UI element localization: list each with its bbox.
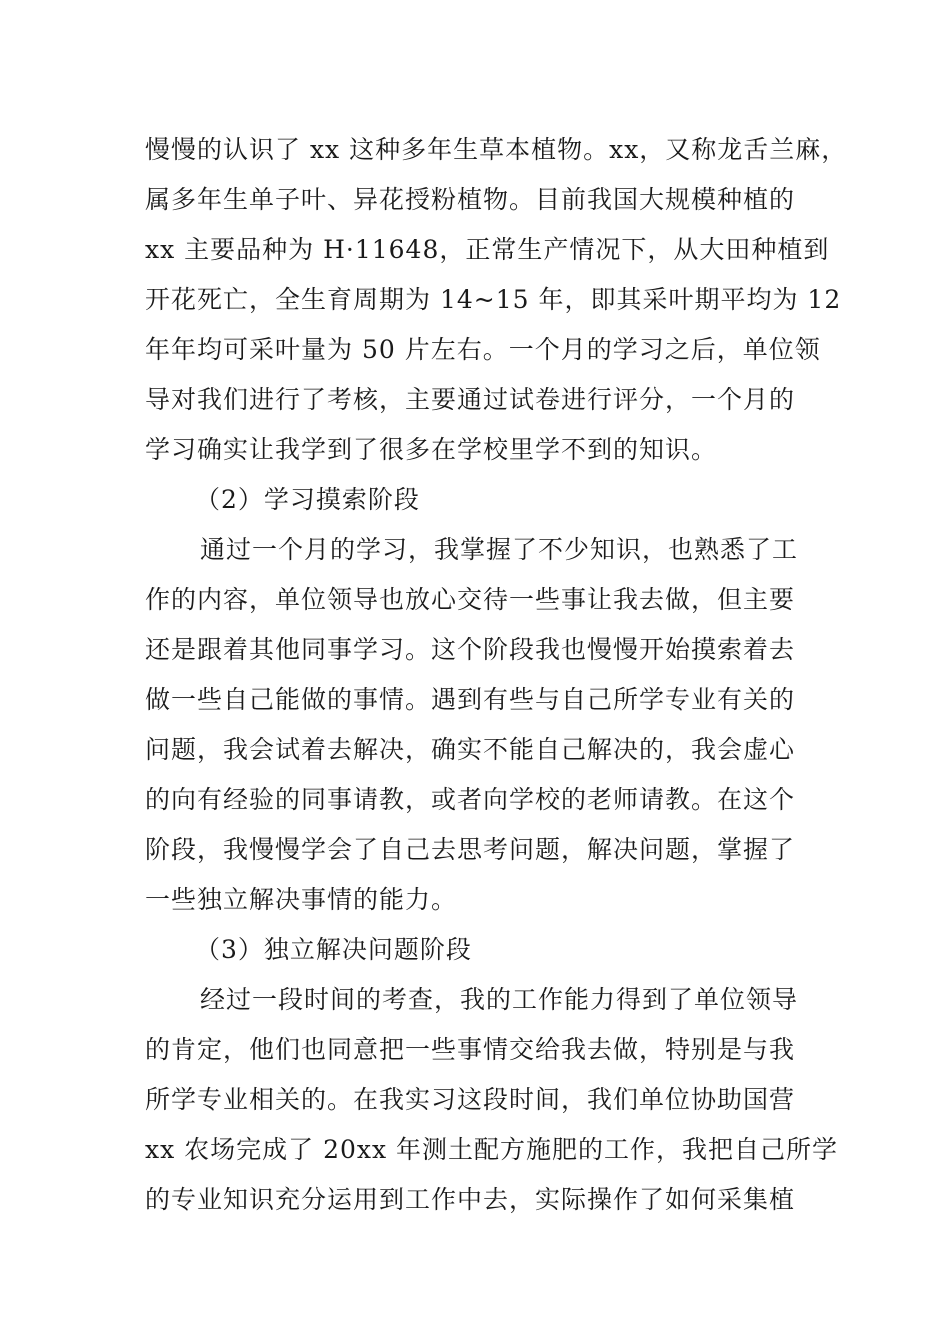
text-line: 导对我们进行了考核，主要通过试卷进行评分，一个月的	[145, 385, 796, 414]
text-line: 慢慢的认识了 xx 这种多年生草本植物。xx，又称龙舌兰麻，	[145, 135, 848, 164]
text-line: 年年均可采叶量为 50 片左右。一个月的学习之后，单位领	[145, 335, 821, 364]
text-line: 的肯定，他们也同意把一些事情交给我去做，特别是与我	[145, 1035, 796, 1064]
text-line: 开花死亡，全生育周期为 14~15 年，即其采叶期平均为 12	[145, 285, 842, 314]
section-heading: （2）学习摸索阶段	[195, 485, 420, 514]
paragraph-first-line: 通过一个月的学习，我掌握了不少知识，也熟悉了工	[200, 535, 799, 564]
text-line: xx 农场完成了 20xx 年测土配方施肥的工作，我把自己所学	[145, 1135, 839, 1164]
text-line: 还是跟着其他同事学习。这个阶段我也慢慢开始摸索着去	[145, 635, 796, 664]
text-line: 学习确实让我学到了很多在学校里学不到的知识。	[145, 435, 718, 464]
text-line: 阶段，我慢慢学会了自己去思考问题，解决问题，掌握了	[145, 835, 796, 864]
text-line: 做一些自己能做的事情。遇到有些与自己所学专业有关的	[145, 685, 796, 714]
text-line: 一些独立解决事情的能力。	[145, 885, 458, 914]
text-line: 问题，我会试着去解决，确实不能自己解决的，我会虚心	[145, 735, 796, 764]
text-line: 作的内容，单位领导也放心交待一些事让我去做，但主要	[145, 585, 796, 614]
text-line: 属多年生单子叶、异花授粉植物。目前我国大规模种植的	[145, 185, 796, 214]
paragraph-first-line: 经过一段时间的考查，我的工作能力得到了单位领导	[200, 985, 799, 1014]
section-heading: （3）独立解决问题阶段	[195, 935, 472, 964]
text-line: xx 主要品种为 H·11648，正常生产情况下，从大田种植到	[145, 235, 830, 264]
text-line: 的专业知识充分运用到工作中去，实际操作了如何采集植	[145, 1185, 796, 1214]
text-line: 所学专业相关的。在我实习这段时间，我们单位协助国营	[145, 1085, 796, 1114]
text-line: 的向有经验的同事请教，或者向学校的老师请教。在这个	[145, 785, 796, 814]
